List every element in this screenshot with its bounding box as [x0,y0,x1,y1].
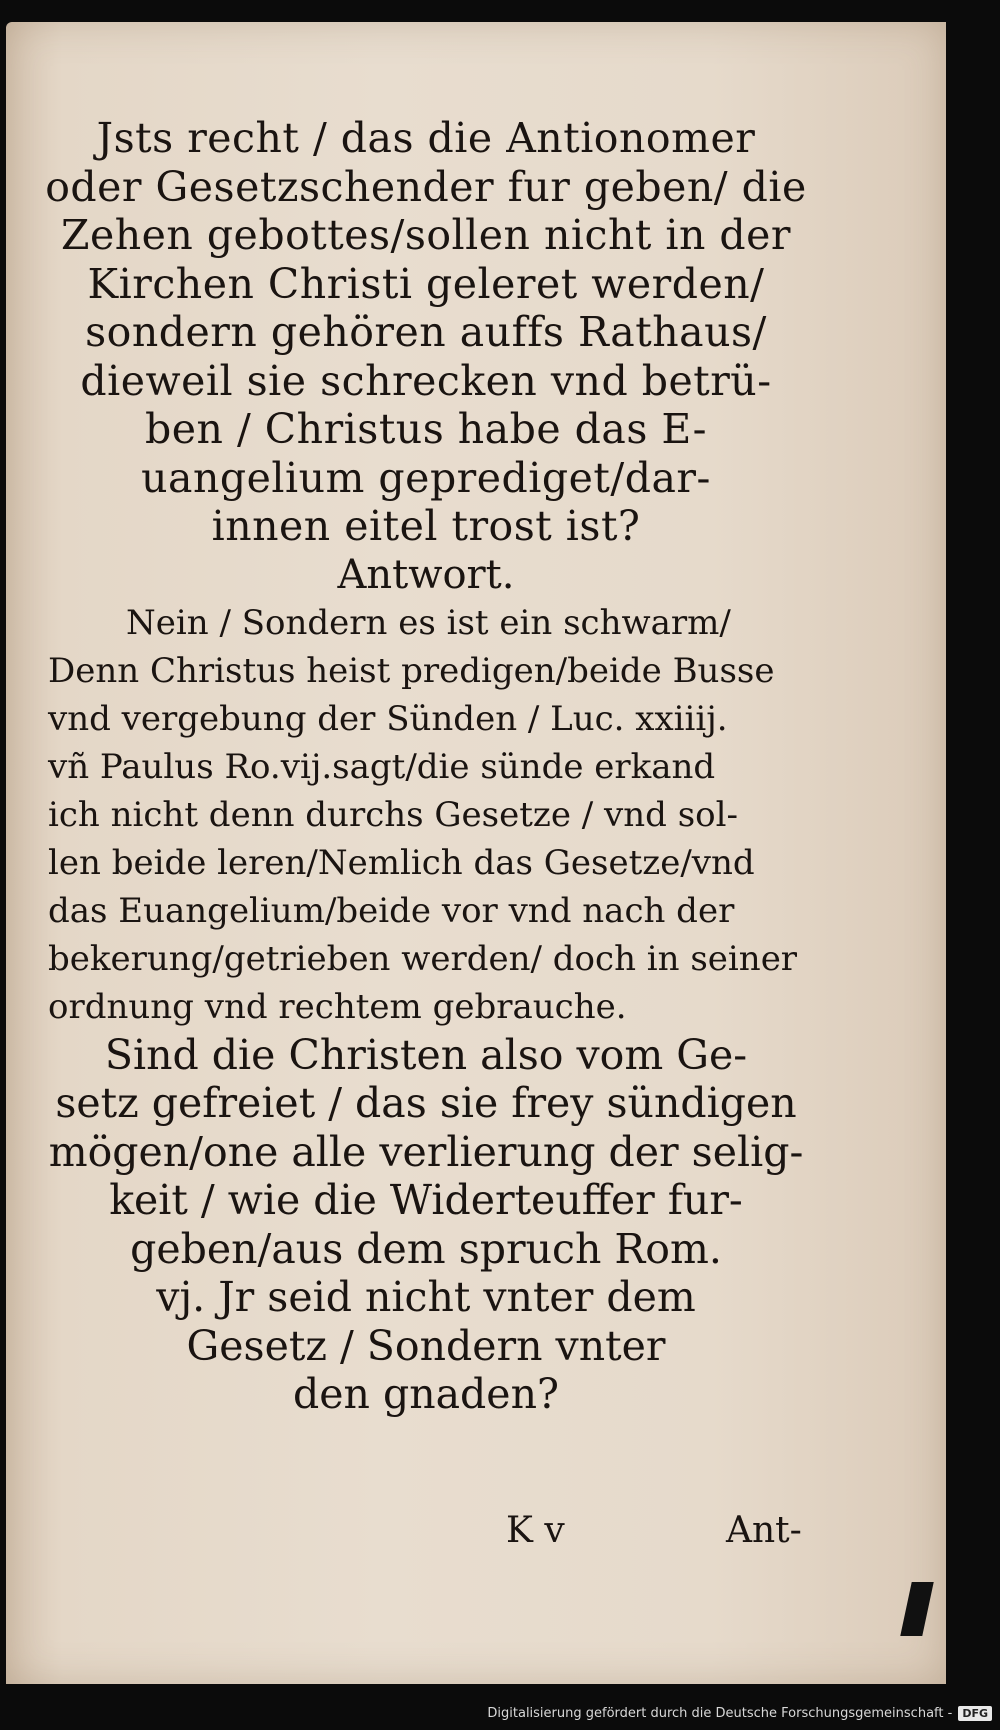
text-line: Nein / Sondern es ist ein schwarm/ [126,602,731,643]
text-line: vñ Paulus Ro.vij.sagt/die sünde erkand [48,746,716,787]
text-line: ordnung vnd rechtem gebrauche. [48,986,627,1027]
page-edge-mark [900,1582,933,1636]
text-line: dieweil sie schrecken vnd betrü- [80,356,772,405]
text-line: innen eitel trost ist? [211,502,641,550]
question-1 [36,114,816,551]
text-line: vj. Jr seid nicht vnter dem [156,1273,696,1321]
text-line: mögen/one alle verlierung der selig- [48,1127,804,1176]
text-line: ich nicht denn durchs Gesetze / vnd sol- [48,794,738,835]
catchword: Ant- [726,1510,802,1551]
book-page [6,22,946,1684]
text-line: Sind die Christen also vom Ge- [104,1030,748,1079]
page-text [36,114,816,1551]
text-line: geben/aus dem spruch Rom. [130,1224,722,1273]
question-2 [36,1031,816,1419]
footer-text: Digitalisierung gefördert durch die Deutsche Forschungsgemeinschaft - [487,1705,953,1721]
answer-heading: Antwort. [337,551,515,598]
text-line: sondern gehören auffs Rathaus/ [85,308,767,356]
text-line: setz gefreiet / das sie frey sündigen [55,1079,797,1127]
signature-mark: K v [506,1510,565,1551]
text-line: Gesetz / Sondern vnter [186,1321,666,1370]
text-line: Kirchen Christi geleret werden/ [87,259,765,308]
dfg-logo: DFG [958,1706,992,1721]
text-line: len beide leren/Nemlich das Gesetze/vnd [48,842,755,883]
text-line: den gnaden? [293,1370,559,1418]
text-line: Zehen gebottes/sollen nicht in der [60,211,792,259]
text-line: uangelium geprediget/dar- [141,453,711,502]
text-line: keit / wie die Widerteuffer fur- [109,1176,743,1224]
text-line: bekerung/getrieben werden/ doch in seiner [48,938,798,979]
text-line: oder Gesetzschender fur geben/ die [45,162,807,211]
text-line: Jsts recht / das die Antionomer [96,114,756,162]
page-signature-row [36,1506,816,1556]
text-line: ben / Christus habe das E- [145,405,707,453]
text-line: vnd vergebung der Sünden / Luc. xxiiij. [48,698,728,739]
digitization-footer [487,1702,992,1724]
text-line: das Euangelium/beide vor vnd nach der [48,890,735,931]
text-line: Denn Christus heist predigen/beide Busse [48,650,775,691]
answer-1 [36,599,816,1031]
